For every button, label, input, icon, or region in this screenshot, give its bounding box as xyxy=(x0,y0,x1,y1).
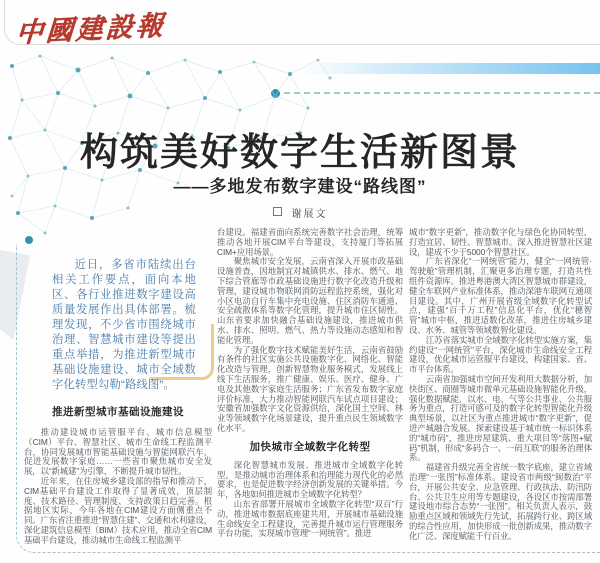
text-column-3 xyxy=(409,228,592,542)
article-paragraph: 山东省部署开展城市全域数字化转型“双百”行动，推进城市数据底座建共用，开展城市基础设施生命线安全工程建设，完善提升城市运行管理服务平台功能，实现城市管理“一网统管”。推进 xyxy=(217,498,403,539)
article-paragraph: 广东省深化“一网统管”能力，健全“一网统管·驾驶舱”管理机制，汇聚更多治理专题，打造共性组件资源库。推进粤港澳大湾区智慧城市群建设，健全车联网产业标准体系，推动深港车联网互通项目建设。其中，广州开展省级全域数字化转型试点，建强“百千万工程”信息化平台，优化“穗智管”城市中枢，推进适数化改革，推进住房城乡建设、水务、城管等领域数智化建设。 xyxy=(409,256,592,335)
article-paragraph: 推动建设城市运管服平台、城市信息模型（CIM）平台、智慧社区、城市生命线工程监测平台，协同发展城市智能基础设施与智能网联汽车，促进发展数字家庭……一些省市聚焦城市安全发展，以“新城建”为引擎，不断提升城市韧性。 xyxy=(24,427,212,477)
article-paragraph: 聚焦城市安全发展，云南省深入开展市政基础设施普查，因地制宜对城镇供水、排水、燃气、地下综合管廊等市政基础设施进行数字化改造升级和管理，建设城市物联网消防远程监控系统，强化对小区电动自行车集中充电设施、住区消防车通道、安全疏散体系等数字化管理，提升城市住区韧性。山东省要求加快融合基础设施建设，推进城市供水、排水、照明、燃气、热力等设施动态感知和智能化管理。 xyxy=(217,256,403,345)
article-paragraph: 云南省加强城市空间开发利用大数据分析，加快街区、商圈等城市微单元基础设施智能化升级，强化数据赋能，以水、电、气等公共事业、公共服务为重点，打造可感可及的数字化转型智能化升级典型场景，以社区为重点推进城市“数字更新”，促进产城融合发展。探索建设基于城市统一标识体系的“城市码”，推进房屋建筑、重大项目等“落图+赋码”机制，形成“多码合一、一码互联”的服务治理体系。 xyxy=(409,373,592,463)
article-paragraph: 城市“数字更新”，推动数字化与绿色化协同转型，打造宜居、韧性、智慧城市。深入推进智慧社区建设，建成不少于5000个智慧社区。 xyxy=(409,227,592,257)
article-paragraph: 近年来，在住房城乡建设部的指导和推动下，CIM基础平台建设工作取得了显著成效，顶层制度、技术路径、管理制度、支持政策日趋完善。根据地区实际，今年各地在CIM建设方面侧重点不同。广东省注重推进“智慧住建”、交通和水利建设，深化建筑信息模型（BIM）技术应用，推动全省CIM基础平台建设，推动城市生命线工程监测平 xyxy=(24,475,212,545)
frame-node-dot xyxy=(25,236,33,244)
masthead-logo: 中國建設報 xyxy=(14,10,167,49)
text-column-1 xyxy=(24,404,212,546)
author-name: 谢展文 xyxy=(291,209,328,220)
lead-paragraph: 近日，多省市陆续出台相关工作要点，面向本地区、各行业推进数字建设高质量发展作出具体部署。梳理发现，不少省市围绕城市治理、智慧城市建设等提出重点举措，为推进新型城市基础设施建设、城市全域数字化转型勾勒“路线图”。 xyxy=(52,259,196,391)
article-paragraph: 深化智慧城市发展、推进城市全域数字化转型，是推动城市治理体系和治理能力现代化的必然要求，也是促进数字经济创新发展的关键举措。今年，各地如何推进城市全域数字化转型？ xyxy=(217,459,403,500)
section-heading: 加快城市全域数字化转型 xyxy=(249,440,371,453)
text-column-2 xyxy=(217,228,403,539)
section-heading: 推进新型城市基础设施建设 xyxy=(52,406,184,418)
article-paragraph: 为了强化数字技术赋能美好生活，云南省鼓励有条件的社区实施公共设施数字化、网络化、智能化改造与管理，创新智慧物业服务模式，发展线上线下生活服务，推广健康、娱乐、医疗、健身、广电及其他数字家庭生活服务；广东省发布数字家庭评价标准，大力推动智能网联汽车试点项目建设；安徽省加强数字文化资源供给，深化国土空间、林业等领域数字化场景建设，提升重点民生领域数字化水平。 xyxy=(217,344,403,433)
article-title: 构筑美好数字生活新图景 xyxy=(79,132,520,174)
blue-gradient-band xyxy=(298,63,600,74)
article-subtitle: ——多地发布数字建设“路线图” xyxy=(173,177,427,196)
byline xyxy=(0,205,600,220)
author-marker-icon xyxy=(273,207,282,216)
article-paragraph: 福建省升级完善全省统一数字底座，建立省域治理“一张图”标准体系。建设省市两级“闽数治”平台，开展公共安全、应急管理、行政执法、防汛防台、公共卫生应用等专题建设，各设区市按需部署建设地市综合态势“一张图”。相关负责人表示，鼓励重点区域和领域先行先试，拓展跨行业、跨区域的综合性应用，加快形成一批创新成果，推动数字化广泛、深度赋能千行百业。 xyxy=(409,462,592,541)
article-paragraph: 台建设。福建省面向系统完善数字社会治理，统筹推动各地开展CIM平台等建设，支持厦门等拓展CIM+应用场景。 xyxy=(217,227,403,257)
article-paragraph: 江苏省落实城市全域数字化转型实施方案，集约建设“一网统管”平台，深化城市生命线安全工程建设，优化城市运管服平台建设，构建国家、省、市平台体系。 xyxy=(409,334,592,375)
